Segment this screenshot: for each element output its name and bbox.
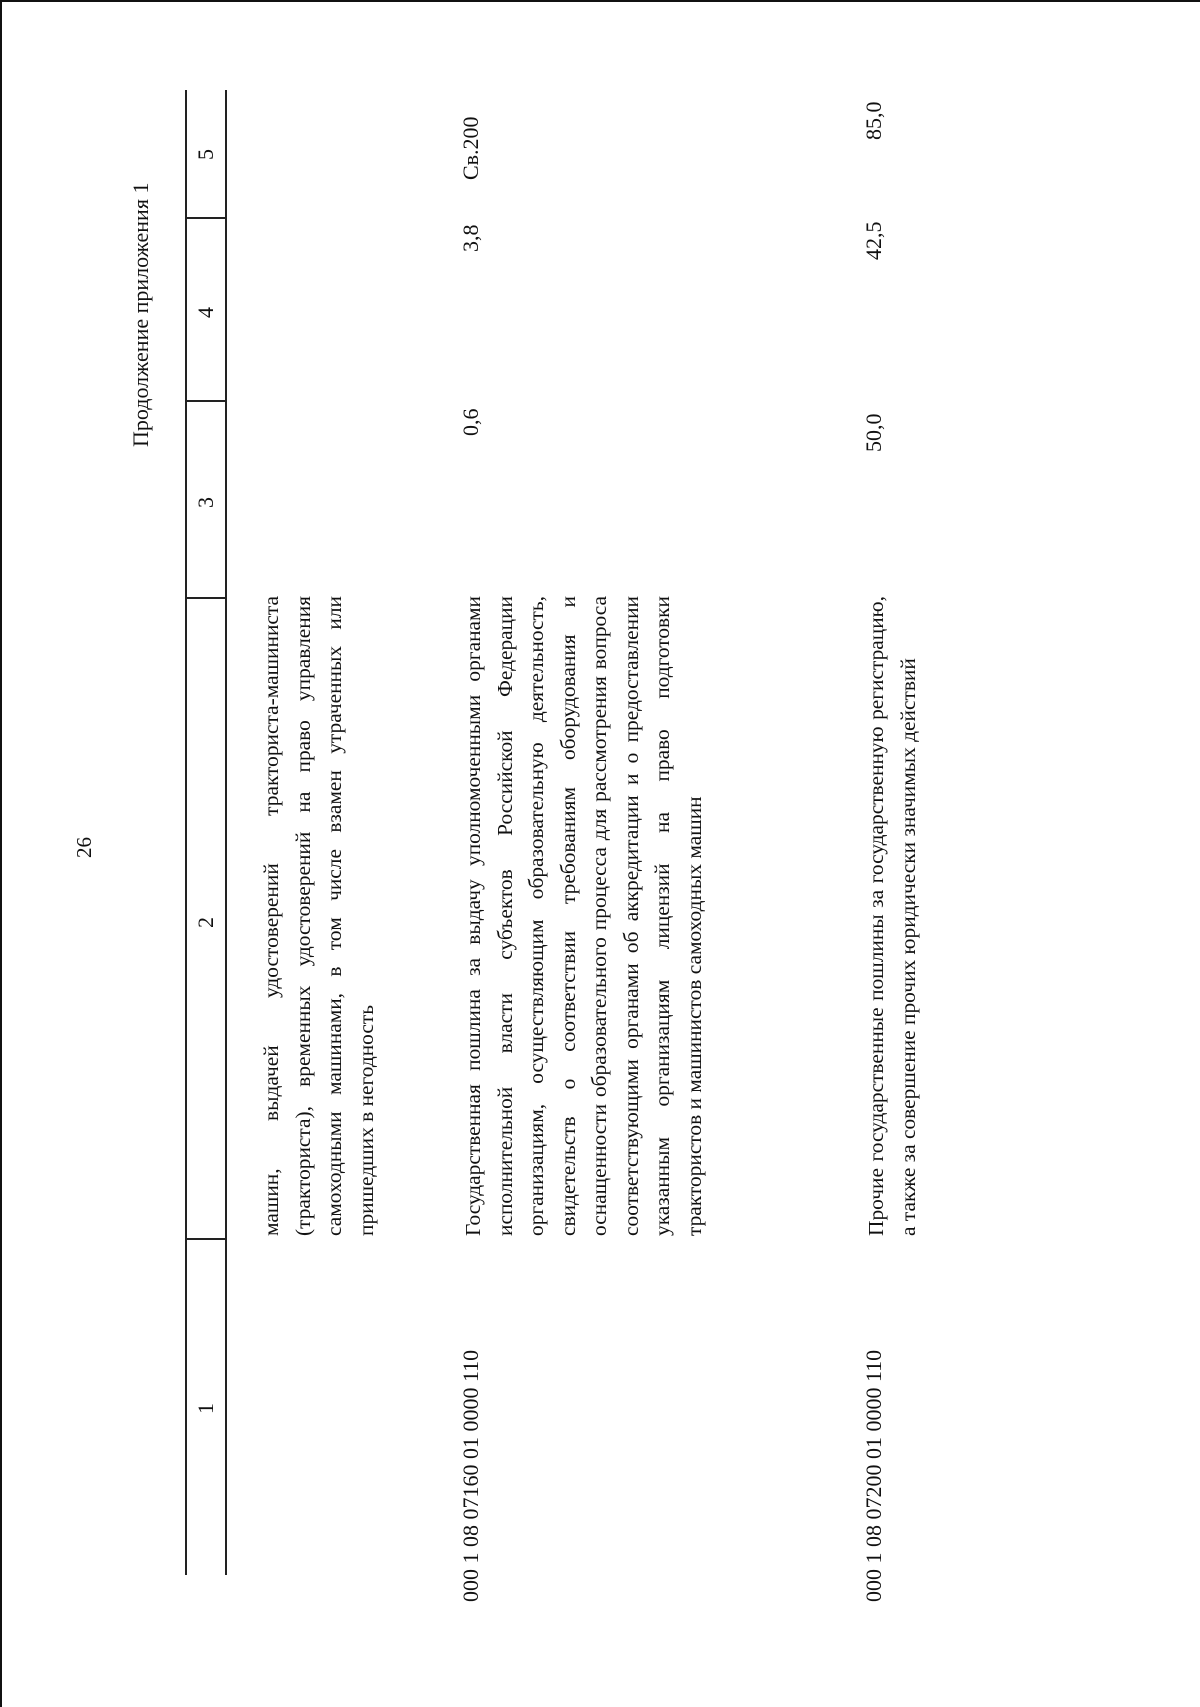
header-bottom-border (225, 90, 227, 1575)
table-top-border (185, 90, 187, 1575)
header-col-3: 3 (193, 497, 218, 508)
row2-col4: 3,8 (458, 224, 483, 252)
page-number: 26 (72, 837, 96, 858)
row3-col5: 85,0 (861, 101, 886, 140)
row3-col3: 50,0 (861, 413, 886, 452)
header-divider-2-3 (185, 597, 226, 599)
row2-col5: Св.200 (458, 116, 483, 180)
header-col-5: 5 (193, 149, 218, 160)
row1-description: машин, выдачей удостоверений тракториста-машиниста (тракториста), временных удостоверений на право управления самоходными машинами, в том числе взамен утраченных или пришедших в негодность (259, 596, 378, 1236)
row2-code: 000 1 08 07160 01 0000 110 (458, 1349, 483, 1602)
row2-col3: 0,6 (458, 408, 483, 436)
row3-col4: 42,5 (861, 221, 886, 260)
row2-description: Государственная пошлина за выдачу уполномоченными органами исполнительной власти субъектов Российской Федерации организациям, осуществляющим образовательную деятельность, свидетельств о соответствии требованиям оборудования и оснащенности образовательного процесса для рассмотрения вопроса соответствующими органами об аккредитации и о предоставлении указанным организациям лицензий на право подготовки трактористов и машинистов самоходных машин (461, 596, 706, 1236)
header-divider-1-2 (185, 1238, 226, 1240)
header-divider-3-4 (185, 400, 226, 402)
row3-code: 000 1 08 07200 01 0000 110 (861, 1349, 886, 1602)
header-col-1: 1 (193, 1403, 218, 1414)
row3-description: Прочие государственные пошлины за государственную регистрацию, а также за совершение прочих юридически значимых действий (864, 596, 920, 1236)
header-divider-4-5 (185, 217, 226, 219)
page-caption: Продолжение приложения 1 (128, 182, 153, 447)
header-col-4: 4 (193, 307, 218, 318)
header-col-2: 2 (193, 917, 218, 928)
